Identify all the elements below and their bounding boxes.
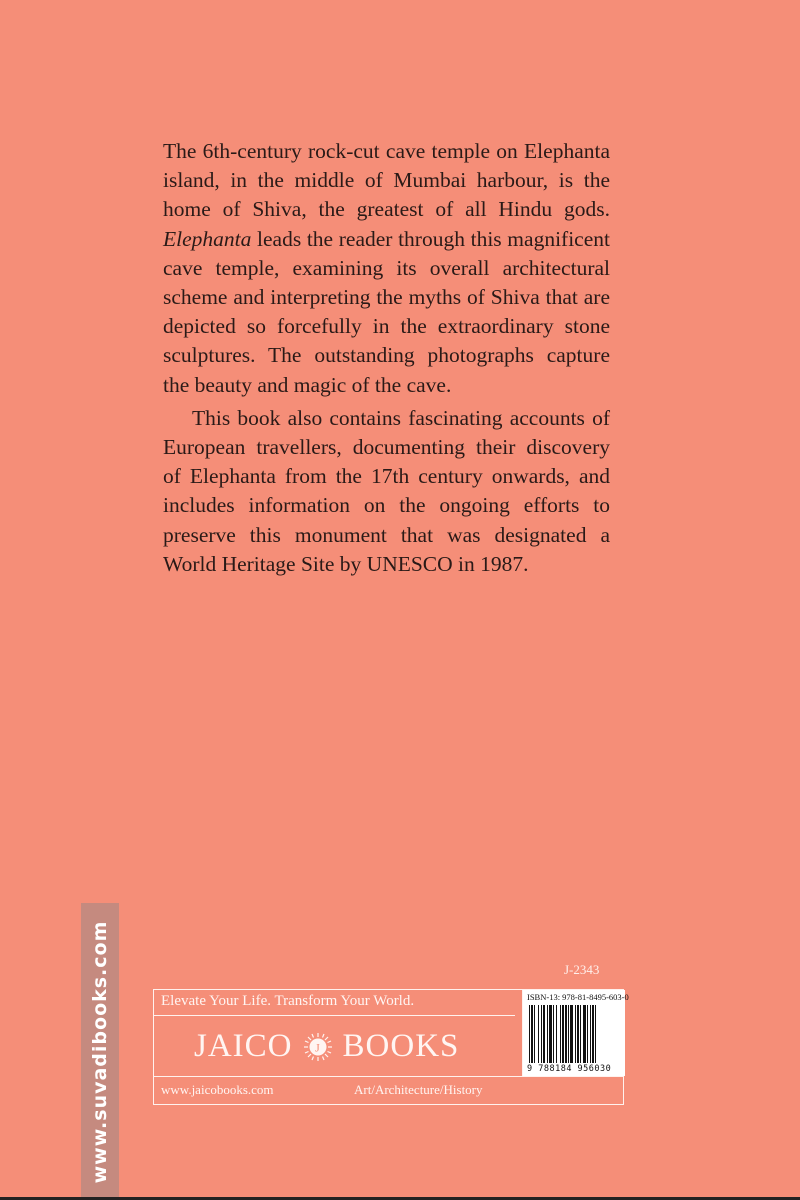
barcode-bar xyxy=(549,1005,552,1063)
book-category: Art/Architecture/History xyxy=(354,1082,483,1097)
barcode-bar xyxy=(568,1005,569,1063)
barcode-bar xyxy=(543,1005,545,1063)
barcode-bar xyxy=(531,1005,533,1063)
blurb-paragraph-1 xyxy=(163,137,610,400)
barcode-bar xyxy=(595,1005,596,1063)
barcode-bar xyxy=(529,1005,530,1063)
isbn-number: ISBN-13: 978-81-8495-603-0 xyxy=(527,992,629,1002)
publisher-tagline: Elevate Your Life. Transform Your World. xyxy=(161,993,415,1009)
barcode-bar xyxy=(565,1005,567,1063)
blurb-p1-rest: leads the reader through this magnificent cave temple, examining its overall architectural scheme and interpreting the myths of Shiva that are depicted so forcefully in the extraordinary stone sculptures. The outstanding photographs capture the beauty and magic of the cave. xyxy=(163,226,610,397)
isbn-barcode xyxy=(522,990,629,1076)
barcode-bars xyxy=(529,1005,619,1063)
watermark-strip xyxy=(81,903,119,1200)
barcode-bar xyxy=(580,1005,581,1063)
publisher-website: www.jaicobooks.com xyxy=(161,1082,274,1097)
barcode-bar xyxy=(575,1005,576,1063)
book-title-italic: Elephanta xyxy=(163,226,252,251)
blurb-paragraph-2: This book also contains fascinating accounts of European travellers, documenting their discovery of Elephanta from the 17th century onwards, and includes information on the ongoing efforts to preserve this monument that was designated a World Heritage Site by UNESCO in 1987. xyxy=(163,405,610,576)
barcode-digits: 9 788184 956030 xyxy=(527,1064,612,1074)
divider xyxy=(154,1076,623,1077)
jaico-logo-icon xyxy=(303,1032,333,1062)
barcode-bar xyxy=(570,1005,573,1063)
barcode-bar xyxy=(556,1005,557,1063)
watermark-text: www.suvadibooks.com xyxy=(89,920,111,1183)
barcode-bar xyxy=(560,1005,561,1063)
barcode-bar xyxy=(562,1005,564,1063)
barcode-bar xyxy=(547,1005,548,1063)
barcode-bar xyxy=(590,1005,591,1063)
back-cover-blurb xyxy=(163,137,610,579)
publisher-brand xyxy=(194,1028,459,1065)
barcode-bar xyxy=(534,1005,535,1063)
divider xyxy=(154,1015,515,1016)
blurb-p1-intro: The 6th-century rock-cut cave temple on Elephanta island, in the middle of Mumbai harbour, is the home of Shiva, the greatest of all Hindu gods. xyxy=(163,139,610,222)
barcode-bar xyxy=(583,1005,586,1063)
brand-word-jaico: JAICO xyxy=(194,1028,293,1064)
barcode-bar xyxy=(587,1005,588,1063)
catalog-code: J-2343 xyxy=(564,962,600,977)
barcode-bar xyxy=(592,1005,594,1063)
brand-word-books: BOOKS xyxy=(342,1028,460,1064)
barcode-bar xyxy=(541,1005,542,1063)
barcode-bar xyxy=(577,1005,579,1063)
logo-letter: J xyxy=(314,1040,321,1054)
publisher-imprint-box xyxy=(153,989,629,1105)
barcode-bar xyxy=(553,1005,554,1063)
barcode-bar xyxy=(538,1005,539,1063)
